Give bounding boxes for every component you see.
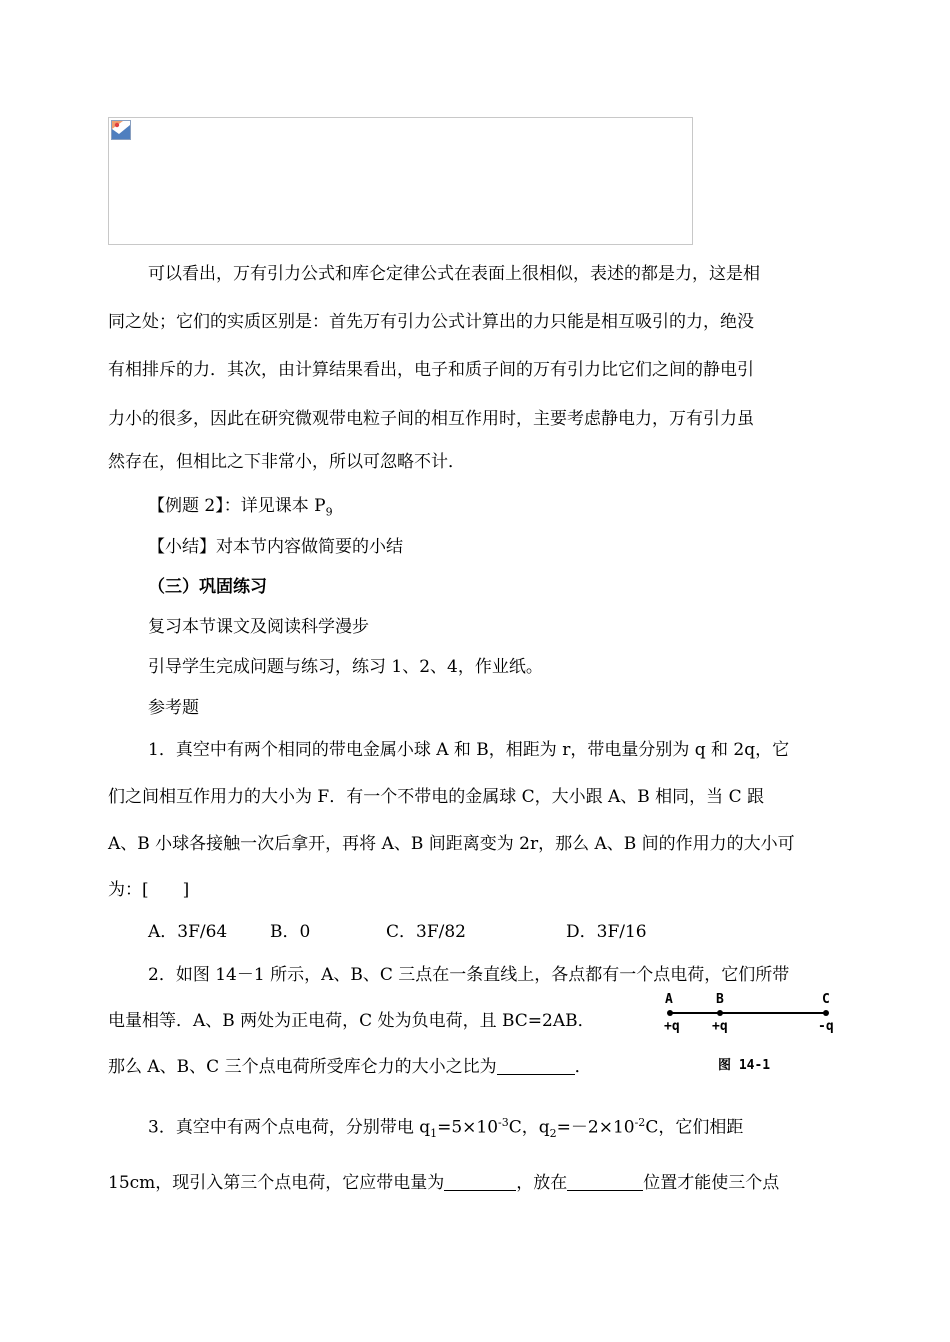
paragraph-line: 然存在，但相比之下非常小，所以可忽略不计． (108, 452, 465, 472)
line-segment (662, 1006, 842, 1020)
section-title: （三）巩固练习 (148, 577, 267, 597)
question-2-line: 电量相等．A、B 两处为正电荷，C 处为负电荷，且 BC=2AB． (108, 1011, 595, 1031)
option-b: B．0 (270, 922, 311, 942)
guide-text: 引导学生完成问题与练习，练习 1、2、4，作业纸。 (148, 657, 543, 677)
point-label: B (716, 992, 724, 1007)
question-1-line: 们之间相互作用力的大小为 F．有一个不带电的金属球 C，大小跟 A、B 相同，当 C 跟 (108, 787, 765, 807)
charge-dot (667, 1010, 673, 1016)
paragraph-line: 可以看出，万有引力公式和库仑定律公式在表面上很相似，表述的都是力，这是相 (148, 264, 760, 284)
image-placeholder (108, 117, 693, 245)
broken-image-icon (111, 120, 131, 140)
figure-caption: 图 14-1 (718, 1058, 771, 1073)
question-1-line: A、B 小球各接触一次后拿开，再将 A、B 间距离变为 2r，那么 A、B 间的作用力的大小可 (108, 834, 795, 854)
summary: 【小结】对本节内容做简要的小结 (148, 537, 403, 557)
charge-dot (823, 1010, 829, 1016)
paragraph-line: 有相排斥的力．其次，由计算结果看出，电子和质子间的万有引力比它们之间的静电引 (108, 360, 754, 380)
question-3-line: 15cm，现引入第三个点电荷，它应带电量为 ，放在 位置才能使三个点 (108, 1173, 780, 1193)
charge-label: +q (664, 1019, 680, 1034)
figure-14-1 (662, 992, 842, 1072)
review-text: 复习本节课文及阅读科学漫步 (148, 617, 369, 637)
answer-blank (444, 1174, 516, 1191)
point-label: A (665, 992, 673, 1007)
charge-label: +q (712, 1019, 728, 1034)
question-1-line: 为：[ ] (108, 880, 190, 900)
option-a: A．3F/64 (148, 922, 228, 942)
question-2-line: 那么 A、B、C 三个点电荷所受库仑力的大小之比为 ． (108, 1057, 592, 1077)
answer-blank (497, 1058, 575, 1075)
charge-label: -q (818, 1019, 834, 1034)
example-2: 【例题 2】：详见课本 $P_9$ (148, 496, 333, 519)
question-2-line: 2．如图 14－1 所示，A、B、C 三点在一条直线上，各点都有一个点电荷，它们所带 (148, 965, 790, 985)
option-d: D．3F/16 (566, 922, 647, 942)
answer-blank (567, 1174, 643, 1191)
option-c: C．3F/82 (386, 922, 466, 942)
question-3-line: 3．真空中有两个点电荷，分别带电 $q_1=5\times 10^{-3}C$，$q_2=-2\times 10^{-2}C$，它们相距 (148, 1116, 744, 1141)
paragraph-line: 力小的很多，因此在研究微观带电粒子间的相互作用时，主要考虑静电力，万有引力虽 (108, 409, 754, 429)
paragraph-line: 同之处；它们的实质区别是：首先万有引力公式计算出的力只能是相互吸引的力，绝没 (108, 312, 754, 332)
reference-heading: 参考题 (148, 698, 199, 718)
point-label: C (822, 992, 830, 1007)
charge-dot (717, 1010, 723, 1016)
question-1-line: 1．真空中有两个相同的带电金属小球 A 和 B，相距为 r，带电量分别为 q 和 2q，它 (148, 740, 790, 760)
